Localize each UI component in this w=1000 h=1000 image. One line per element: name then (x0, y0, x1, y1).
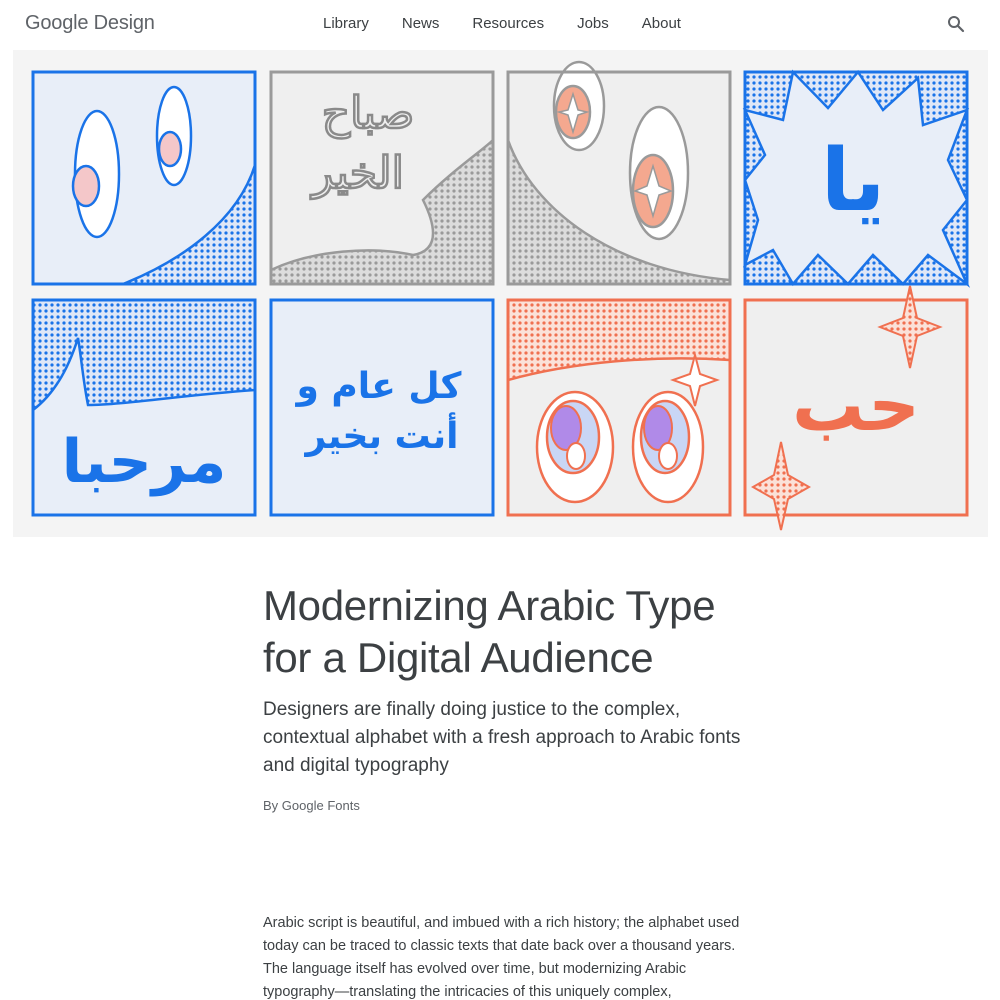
article-subtitle: Designers are finally doing justice to the complex, contextual alphabet with a fresh approach to Arabic fonts and digital typography (263, 699, 741, 776)
panel-2-line1: صباح (321, 88, 415, 139)
logo-design-text: Design (93, 12, 155, 34)
article-byline: By Google Fonts (263, 798, 360, 813)
search-icon[interactable] (946, 14, 966, 34)
panel-5-text: مرحبا (61, 427, 227, 497)
panel-6 (271, 300, 493, 515)
panel-2-line2: الخير (312, 148, 404, 199)
panel-2 (271, 72, 493, 284)
panel-3 (508, 62, 730, 284)
article-header (263, 580, 743, 813)
site-header (0, 0, 1000, 48)
panel-4-text: يا (820, 131, 886, 231)
main-nav (323, 15, 714, 32)
nav-about[interactable]: About (641, 15, 681, 32)
nav-news[interactable]: News (401, 15, 440, 32)
panel-6-line1: كل عام و (296, 366, 462, 407)
panel-6-line2: أنت بخير (305, 416, 459, 457)
nav-jobs[interactable]: Jobs (577, 15, 609, 32)
article-title: Modernizing Arabic Type for a Digital Audience (263, 582, 716, 681)
nav-library[interactable]: Library (323, 15, 369, 32)
panel-8 (745, 286, 967, 530)
logo-google-text: Google (25, 12, 89, 34)
panel-4 (745, 72, 967, 284)
google-design-logo[interactable] (25, 12, 155, 35)
article-body-paragraph: Arabic script is beautiful, and imbued with a rich history; the alphabet used today can be traced to classic texts that date back over a thousand years. The language itself has evolved over time, but modernizing Arabic typography—translating the intricacies of this uniquely complex, (263, 915, 740, 1000)
hero-svg (13, 50, 988, 537)
nav-resources[interactable]: Resources (472, 15, 545, 32)
panel-5 (33, 300, 255, 515)
panel-7 (508, 300, 730, 515)
panel-8-text: حب (791, 363, 921, 447)
panel-1 (33, 72, 255, 284)
hero-illustration (13, 50, 988, 537)
